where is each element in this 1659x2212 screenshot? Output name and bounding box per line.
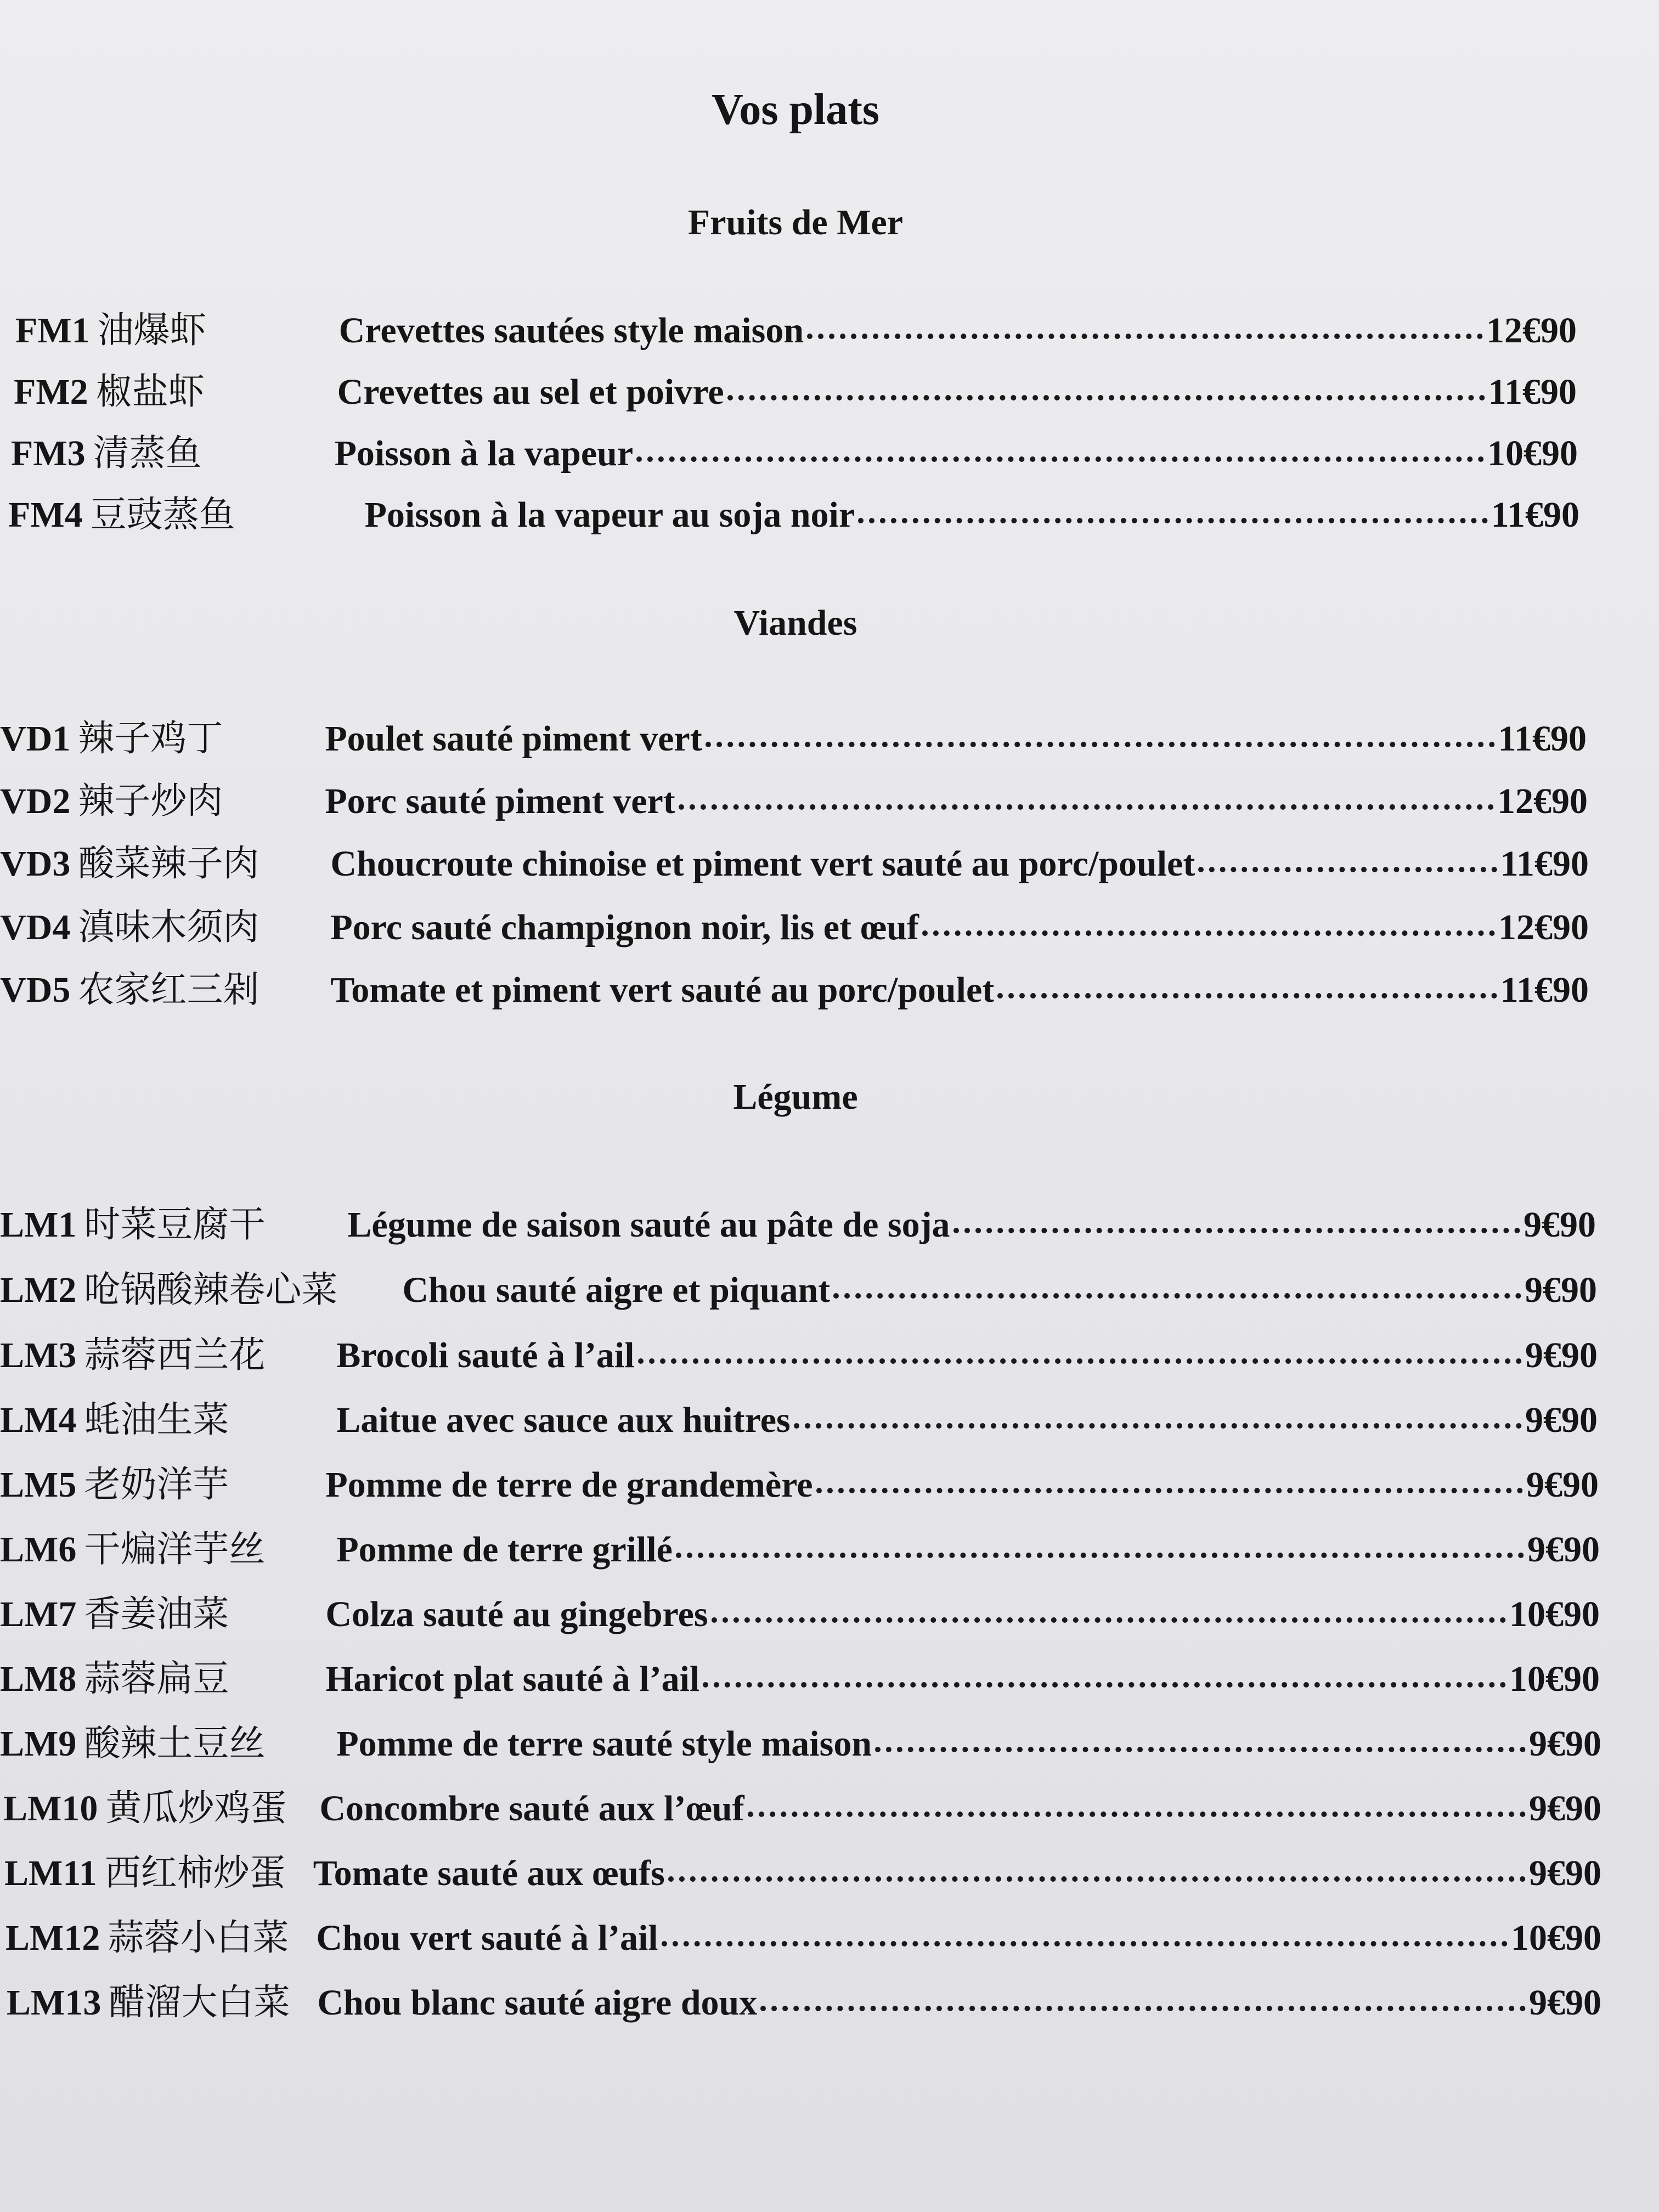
item-price: 9€90 bbox=[1523, 1205, 1596, 1245]
item-chinese-name: 酸辣土豆丝 bbox=[84, 1722, 266, 1764]
menu-item-lm12 bbox=[5, 1908, 1601, 1960]
menu-item-fm1 bbox=[15, 301, 1577, 353]
item-code: VD2 bbox=[0, 781, 71, 821]
item-chinese-name: 豆豉蒸鱼 bbox=[90, 493, 235, 535]
dot-leader bbox=[748, 1812, 1526, 1817]
item-price: 12€90 bbox=[1486, 311, 1577, 351]
item-code: LM13 bbox=[7, 1983, 101, 2023]
dot-leader bbox=[1198, 867, 1497, 872]
item-name: Haricot plat sauté à l’ail bbox=[325, 1659, 700, 1699]
dot-leader bbox=[679, 804, 1494, 810]
menu-item-lm9 bbox=[0, 1714, 1601, 1766]
item-chinese-name: 辣子炒肉 bbox=[78, 780, 223, 822]
section-title-viandes: Viandes bbox=[733, 603, 857, 643]
dot-leader bbox=[706, 742, 1495, 747]
item-code: LM6 bbox=[0, 1530, 77, 1570]
menu-item-fm3 bbox=[11, 424, 1578, 476]
item-code: FM2 bbox=[14, 372, 88, 412]
item-code: LM10 bbox=[3, 1788, 98, 1829]
menu-item-lm8 bbox=[0, 1649, 1600, 1701]
item-price: 9€90 bbox=[1529, 1983, 1601, 2023]
item-code: VD1 bbox=[0, 719, 71, 759]
menu-item-lm4 bbox=[0, 1390, 1598, 1442]
item-code: LM3 bbox=[0, 1335, 77, 1375]
item-price: 9€90 bbox=[1527, 1530, 1600, 1570]
section-title-legume: Légume bbox=[733, 1077, 858, 1117]
item-name: Porc sauté champignon noir, lis et œuf bbox=[330, 907, 919, 947]
dot-leader bbox=[922, 930, 1495, 936]
dot-leader bbox=[760, 2006, 1526, 2011]
item-chinese-name: 干煸洋芋丝 bbox=[84, 1528, 266, 1570]
item-price: 11€90 bbox=[1488, 372, 1577, 412]
item-chinese-name: 清蒸鱼 bbox=[93, 432, 202, 474]
item-price: 12€90 bbox=[1498, 907, 1589, 947]
item-price: 11€90 bbox=[1491, 495, 1579, 535]
item-code: LM5 bbox=[0, 1465, 77, 1505]
dot-leader bbox=[794, 1423, 1522, 1429]
page-title: Vos plats bbox=[711, 86, 880, 134]
menu-item-vd4 bbox=[0, 898, 1589, 950]
item-chinese-name: 香姜油菜 bbox=[84, 1593, 229, 1635]
item-name: Porc sauté piment vert bbox=[325, 781, 675, 821]
item-code: LM9 bbox=[0, 1724, 77, 1764]
item-name: Légume de saison sauté au pâte de soja bbox=[347, 1205, 950, 1245]
item-chinese-name: 酸菜辣子肉 bbox=[78, 842, 259, 884]
item-name: Chou sauté aigre et piquant bbox=[402, 1270, 831, 1310]
item-code: FM3 bbox=[11, 433, 86, 473]
item-chinese-name: 老奶洋芋 bbox=[84, 1463, 229, 1505]
dot-leader bbox=[668, 1876, 1526, 1882]
dot-leader bbox=[638, 1358, 1522, 1364]
menu-item-lm13 bbox=[7, 1973, 1601, 2025]
item-price: 9€90 bbox=[1529, 1724, 1601, 1764]
item-chinese-name: 蒜蓉小白菜 bbox=[108, 1916, 289, 1959]
item-price: 9€90 bbox=[1526, 1465, 1599, 1505]
item-name: Pomme de terre grillé bbox=[336, 1530, 673, 1570]
item-name: Colza sauté au gingebres bbox=[325, 1594, 708, 1634]
item-chinese-name: 时菜豆腐干 bbox=[84, 1203, 266, 1245]
item-price: 9€90 bbox=[1525, 1270, 1597, 1310]
item-price: 9€90 bbox=[1529, 1853, 1601, 1893]
item-price: 9€90 bbox=[1525, 1335, 1598, 1375]
item-chinese-name: 黄瓜炒鸡蛋 bbox=[105, 1787, 287, 1829]
dot-leader bbox=[703, 1682, 1506, 1688]
item-chinese-name: 呛锅酸辣卷心菜 bbox=[84, 1268, 338, 1311]
item-chinese-name: 滇味木须肉 bbox=[78, 906, 259, 948]
item-name: Tomate et piment vert sauté au porc/poulet bbox=[330, 970, 995, 1010]
item-name: Crevettes au sel et poivre bbox=[337, 372, 724, 412]
item-name: Pomme de terre sauté style maison bbox=[336, 1724, 872, 1764]
item-price: 11€90 bbox=[1498, 719, 1587, 759]
dot-leader bbox=[712, 1617, 1506, 1623]
dot-leader bbox=[807, 334, 1483, 339]
item-price: 10€90 bbox=[1509, 1594, 1600, 1634]
item-code: LM11 bbox=[4, 1853, 97, 1893]
dot-leader bbox=[997, 993, 1497, 998]
item-price: 11€90 bbox=[1500, 844, 1589, 884]
dot-leader bbox=[662, 1941, 1508, 1946]
item-price: 10€90 bbox=[1509, 1659, 1600, 1699]
item-price: 10€90 bbox=[1487, 433, 1578, 473]
menu-item-lm6 bbox=[0, 1520, 1600, 1572]
menu-item-vd5 bbox=[0, 960, 1589, 1012]
item-price: 10€90 bbox=[1511, 1918, 1601, 1958]
item-code: LM4 bbox=[0, 1400, 77, 1440]
menu-item-vd2 bbox=[0, 771, 1588, 823]
item-name: Chou vert sauté à l’ail bbox=[316, 1918, 658, 1958]
item-code: LM1 bbox=[0, 1205, 77, 1245]
dot-leader bbox=[816, 1488, 1523, 1493]
dot-leader bbox=[953, 1228, 1520, 1233]
menu-item-fm4 bbox=[8, 485, 1579, 537]
item-code: VD4 bbox=[0, 907, 71, 947]
item-name: Poisson à la vapeur bbox=[334, 433, 634, 473]
item-name: Laitue avec sauce aux huitres bbox=[336, 1400, 791, 1440]
menu-item-fm2 bbox=[14, 362, 1577, 414]
item-chinese-name: 蚝油生菜 bbox=[84, 1398, 229, 1441]
item-chinese-name: 蒜蓉西兰花 bbox=[84, 1334, 266, 1376]
item-code: LM8 bbox=[0, 1659, 77, 1699]
item-chinese-name: 西红柿炒蛋 bbox=[104, 1852, 286, 1894]
item-code: FM4 bbox=[8, 495, 83, 535]
menu-item-lm7 bbox=[0, 1584, 1600, 1637]
item-code: LM12 bbox=[5, 1918, 100, 1958]
dot-leader bbox=[676, 1553, 1524, 1558]
dot-leader bbox=[858, 518, 1487, 523]
item-chinese-name: 油爆虾 bbox=[97, 309, 206, 351]
item-name: Concombre sauté aux l’œuf bbox=[319, 1788, 744, 1829]
menu-item-vd1 bbox=[0, 709, 1587, 761]
menu-item-lm5 bbox=[0, 1455, 1599, 1507]
dot-leader bbox=[875, 1747, 1526, 1752]
item-chinese-name: 辣子鸡丁 bbox=[78, 717, 223, 759]
item-name: Choucroute chinoise et piment vert sauté au porc/poulet bbox=[330, 844, 1195, 884]
item-code: LM7 bbox=[0, 1594, 77, 1634]
menu-item-lm10 bbox=[3, 1779, 1601, 1831]
item-name: Tomate sauté aux œufs bbox=[313, 1853, 665, 1893]
section-title-fruits-de-mer: Fruits de Mer bbox=[687, 202, 904, 242]
dot-leader bbox=[636, 456, 1484, 462]
menu-item-lm2 bbox=[0, 1260, 1597, 1312]
dot-leader bbox=[727, 395, 1485, 400]
menu-item-vd3 bbox=[0, 834, 1589, 886]
item-price: 9€90 bbox=[1529, 1788, 1601, 1829]
item-code: VD5 bbox=[0, 970, 71, 1010]
item-name: Chou blanc sauté aigre doux bbox=[317, 1983, 758, 2023]
menu-item-lm11 bbox=[4, 1843, 1601, 1895]
menu-item-lm3 bbox=[0, 1325, 1598, 1378]
item-price: 9€90 bbox=[1525, 1400, 1598, 1440]
menu-item-lm1 bbox=[0, 1195, 1596, 1247]
item-chinese-name: 蒜蓉扁豆 bbox=[84, 1657, 229, 1700]
item-name: Pomme de terre de grandemère bbox=[325, 1465, 813, 1505]
item-name: Poisson à la vapeur au soja noir bbox=[364, 495, 855, 535]
item-chinese-name: 农家红三剁 bbox=[78, 968, 259, 1011]
item-price: 12€90 bbox=[1497, 781, 1588, 821]
item-code: FM1 bbox=[15, 311, 90, 351]
item-name: Brocoli sauté à l’ail bbox=[336, 1335, 635, 1375]
dot-leader bbox=[833, 1293, 1521, 1299]
item-name: Poulet sauté piment vert bbox=[325, 719, 702, 759]
item-price: 11€90 bbox=[1500, 970, 1589, 1010]
item-name: Crevettes sautées style maison bbox=[338, 311, 804, 351]
item-chinese-name: 椒盐虾 bbox=[95, 370, 205, 413]
item-chinese-name: 醋溜大白菜 bbox=[109, 1981, 290, 2023]
item-code: LM2 bbox=[0, 1270, 77, 1310]
item-code: VD3 bbox=[0, 844, 71, 884]
